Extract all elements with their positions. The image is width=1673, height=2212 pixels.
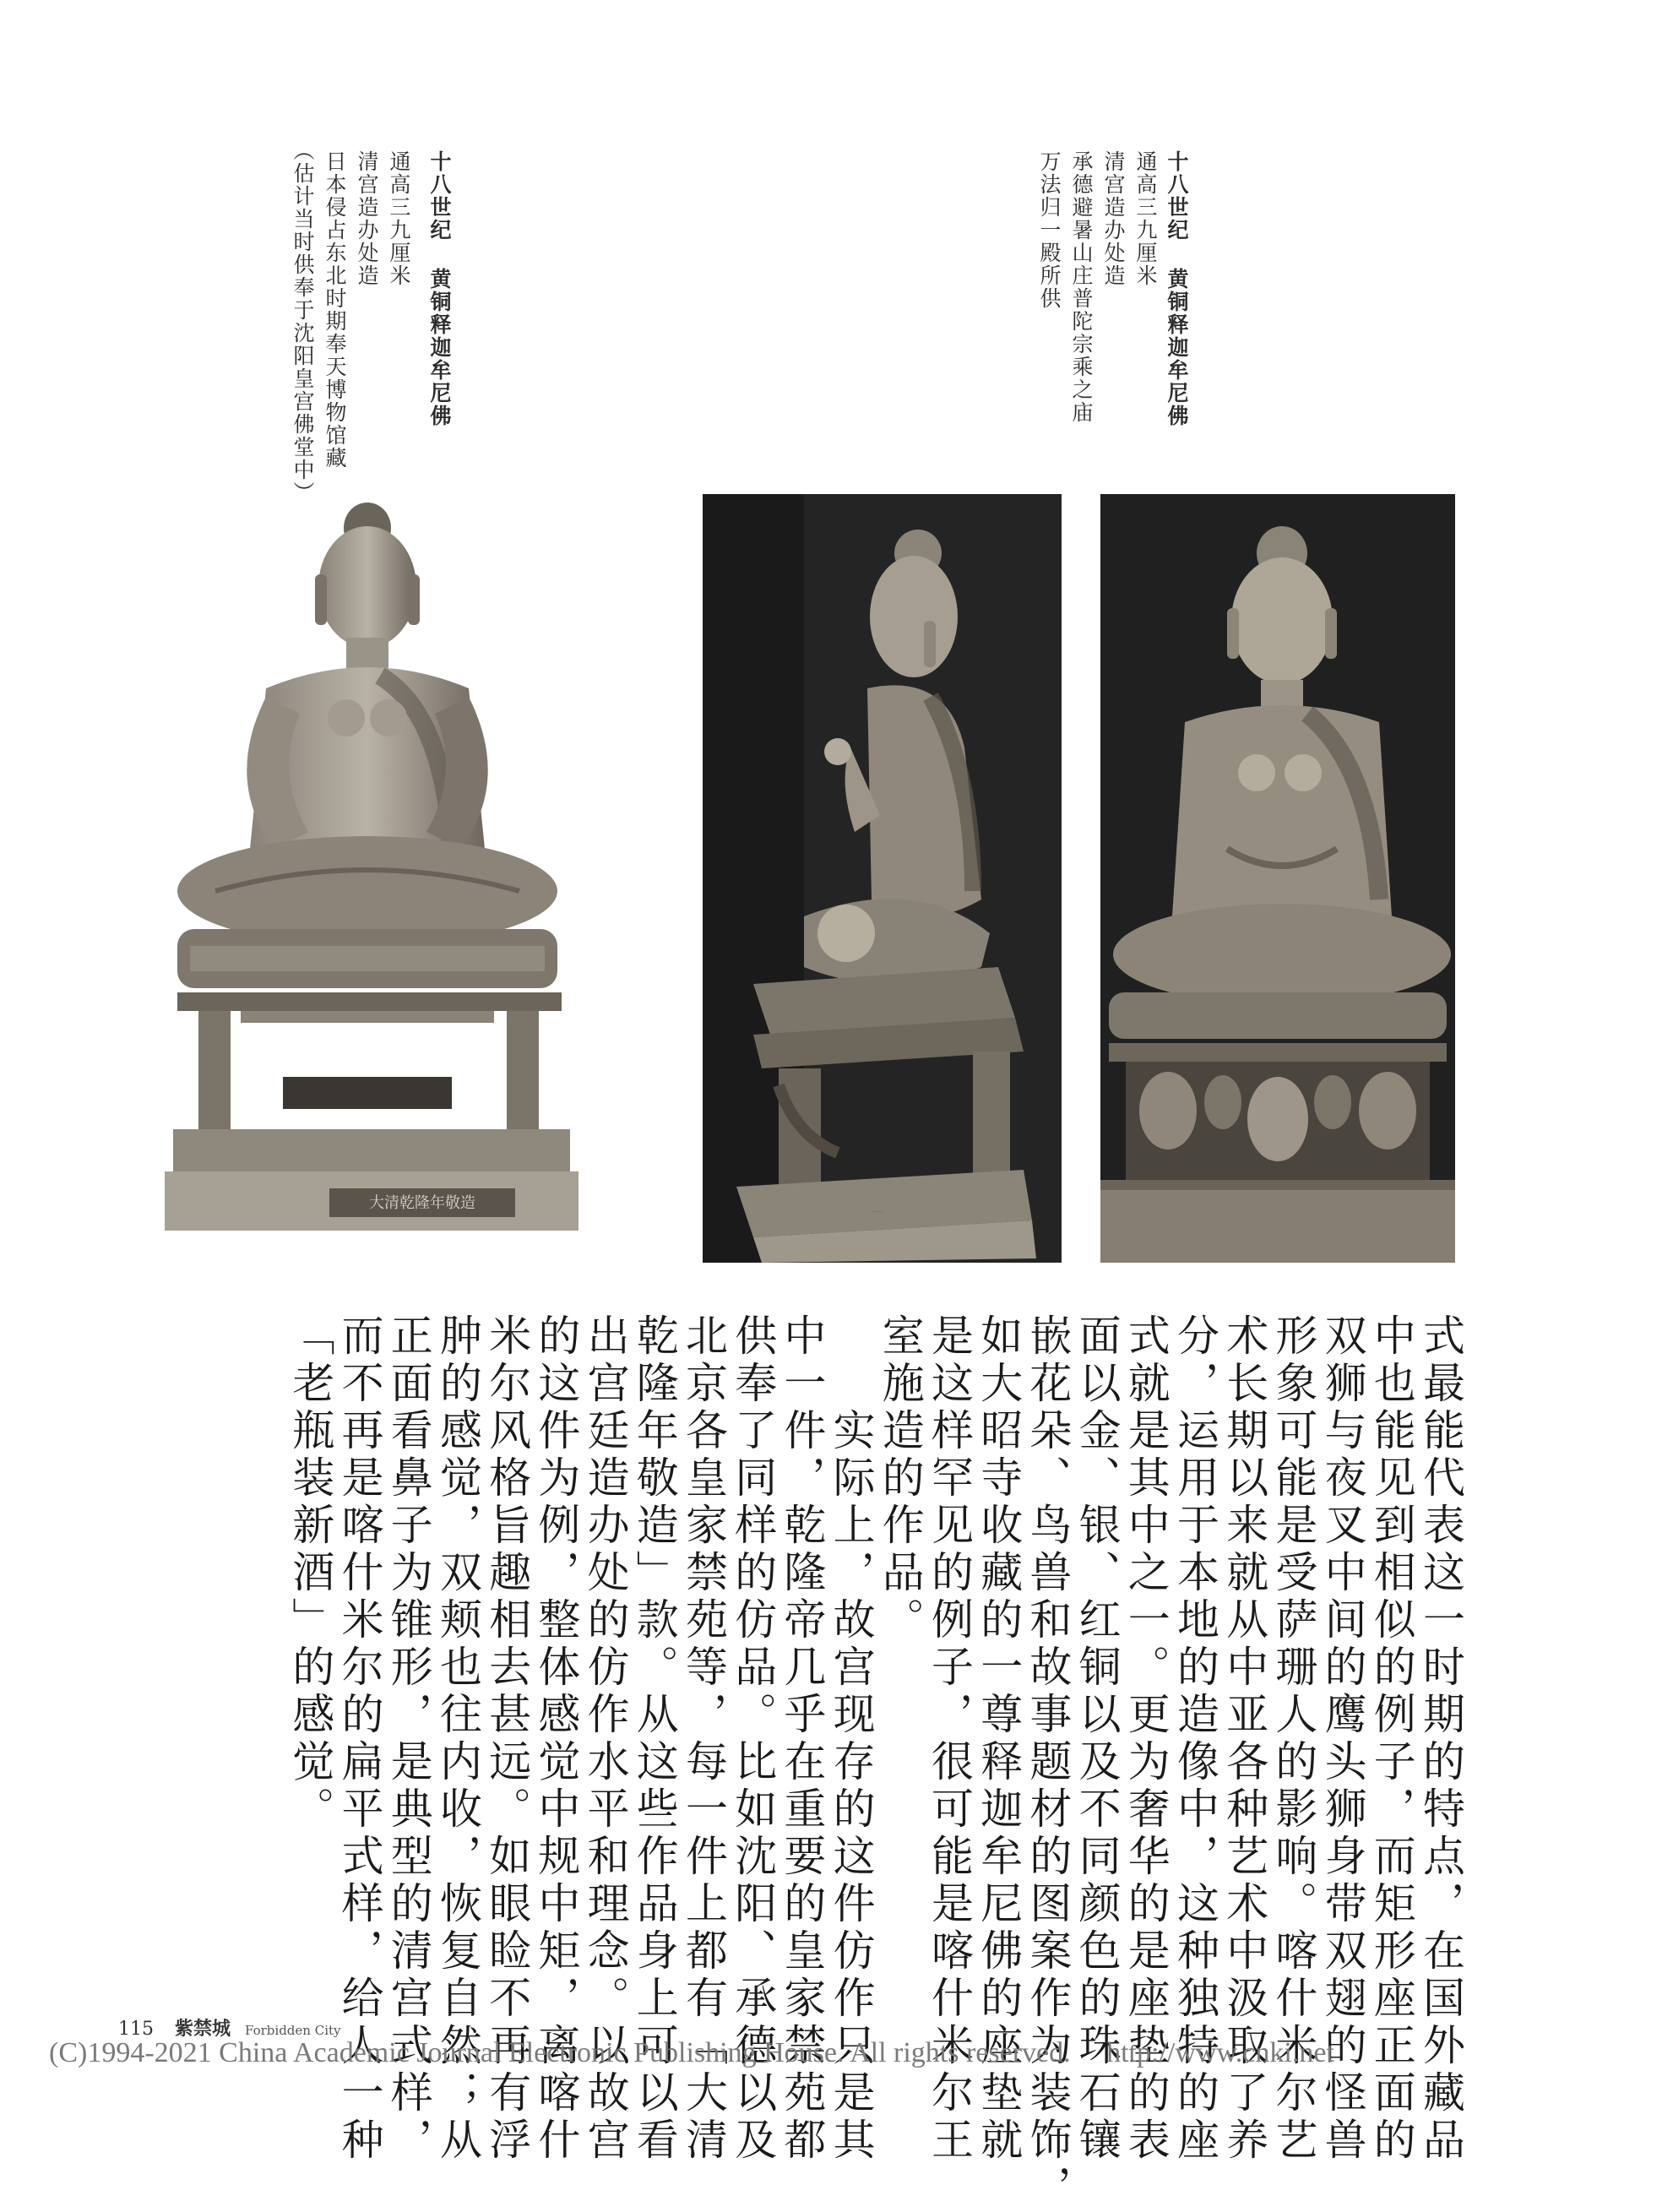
body-column: 出宫廷造办处的仿作水平和理念。以故宫: [580, 1313, 630, 2165]
body-column: 中一件，乾隆帝几乎在重要的皇家禁苑都: [777, 1313, 827, 2165]
journal-name-en: Forbidden City: [245, 2023, 341, 2038]
photo-middle-buddha: [703, 494, 1062, 1263]
body-column: 是这样罕见的例子，很可能是喀什米尔王: [925, 1313, 974, 2165]
photo-middle-alt: seated-buddha-side-view: [872, 1212, 883, 1213]
body-column: 式就是其中之一。更为奢华的是座垫的表: [1121, 1313, 1171, 2165]
body-column: 肿的感觉，双颊也往内收，恢复自然；从: [433, 1313, 482, 2165]
caption-left-line: 日本侵占东北时期奉天博物馆藏: [323, 150, 347, 470]
buddha-side-illustration: [703, 494, 1062, 1263]
body-column: 北京各皇家禁苑等，每一件上都有「大清: [679, 1313, 728, 2165]
body-column: 术长期以来就从中亚各种艺术中汲取了养: [1219, 1313, 1269, 2165]
body-column: 正面看鼻子为锥形，是典型的清宫式样，: [383, 1313, 433, 2165]
body-column: 双狮与夜叉中间的鹰头狮身带双翅的怪兽: [1317, 1313, 1367, 2165]
body-column: 「老瓶装新酒」的感觉。: [285, 1313, 335, 1834]
body-column: 如大昭寺收藏的一尊释迦牟尼佛的座垫就: [974, 1313, 1024, 2165]
body-column: 面以金、银、红铜以及不同颜色的珠石镶: [1072, 1313, 1122, 2165]
buddha-front-illustration: [1100, 494, 1455, 1263]
body-column: 米尔风格旨趣相去甚远。如眼睑不再有浮: [482, 1313, 532, 2165]
caption-right-line: 万法归一殿所供: [1037, 150, 1062, 310]
copyright-text: (C)1994-2021 China Academic Journal Electronic Publishing House. All rights reserved.: [49, 2037, 1071, 2068]
body-column: 分，运用于本地的造像中，这种独特的座: [1171, 1313, 1219, 2165]
body-column: 式最能代表这一时期的特点，在国外藏品: [1416, 1313, 1465, 2165]
body-column: 乾隆年敬造」款。从这些作品身上可以看: [629, 1313, 679, 2165]
caption-left-title: 十八世纪 黄铜释迦牟尼佛: [427, 150, 452, 427]
body-column: 室施造的作品。: [875, 1313, 925, 1644]
body-column: 的这件为例，整体感觉中规中矩，离喀什: [531, 1313, 581, 2165]
photo-right-alt: seated-buddha-front-view: [1269, 1220, 1280, 1221]
journal-name-cn: 紫禁城: [175, 2019, 231, 2040]
caption-left-line: （估计当时供奉于沈阳皇宫佛堂中）: [291, 139, 315, 504]
body-column: 中也能见到相似的例子，而矩形座正面的: [1366, 1313, 1416, 2165]
caption-right-line: 承德避暑山庄普陀宗乘之庙: [1069, 150, 1094, 424]
body-column: 实际上，故宫现存的这件仿作只是其: [826, 1313, 876, 2165]
body-column: 供奉了同样的仿品。比如沈阳、承德以及: [728, 1313, 778, 2165]
cnki-url[interactable]: http://www.cnki.net: [1106, 2037, 1334, 2068]
caption-right-title: 十八世纪 黄铜释迦牟尼佛: [1165, 150, 1189, 427]
body-column: 形象可能是受萨珊人的影响。喀什米尔艺: [1268, 1313, 1318, 2165]
base-plaque-text: 大清乾隆年敬造: [369, 1194, 475, 1212]
caption-right-line: 通高三九厘米: [1133, 150, 1158, 287]
photo-left-buddha: [165, 494, 578, 1246]
body-column: 嵌花朵、鸟兽和故事题材的图案作为装饰，: [1023, 1313, 1073, 2212]
caption-left-line: 通高三九厘米: [387, 150, 411, 287]
body-column: 而不再是喀什米尔的扁平式样，给人一种: [334, 1313, 384, 2165]
page-number: 115: [118, 2019, 154, 2040]
caption-right-line: 清宫造办处造: [1101, 150, 1126, 287]
photo-right-buddha: [1100, 494, 1455, 1263]
caption-left-line: 清宫造办处造: [355, 150, 379, 287]
copyright-line: [49, 2037, 1334, 2069]
buddha-statue-illustration: [165, 494, 578, 1246]
